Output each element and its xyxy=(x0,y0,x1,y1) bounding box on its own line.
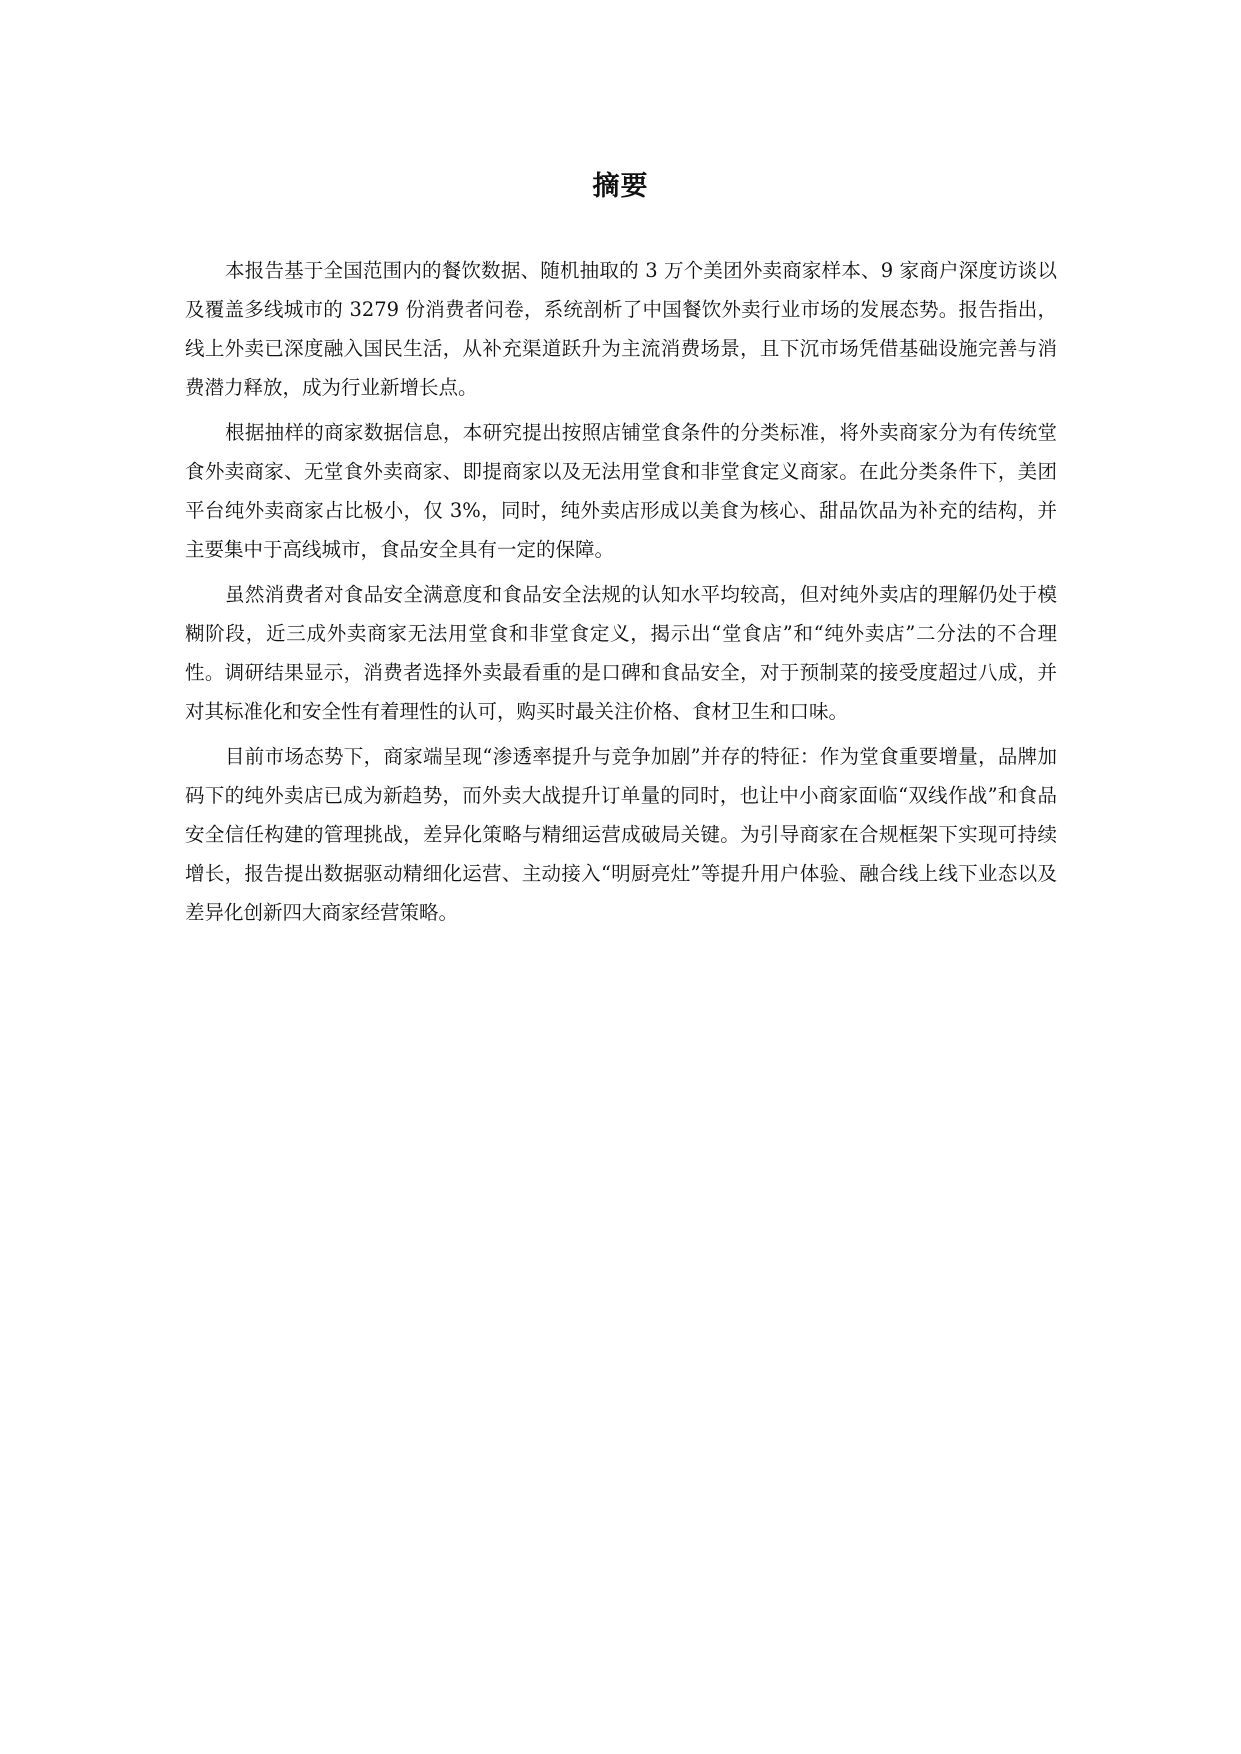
paragraph-2: 根据抽样的商家数据信息，本研究提出按照店铺堂食条件的分类标准，将外卖商家分为有传统堂食外卖商家、无堂食外卖商家、即提商家以及无法用堂食和非堂食定义商家。在此分类条件下，美团平台纯外卖商家占比极小，仅 3%，同时，纯外卖店形成以美食为核心、甜品饮品为补充的结构，并主要集中于高线城市，食品安全具有一定的保障。 xyxy=(185,421,1057,561)
abstract-body xyxy=(185,251,1057,932)
paragraph-4: 目前市场态势下，商家端呈现“渗透率提升与竞争加剧”并存的特征：作为堂食重要增量，品牌加码下的纯外卖店已成为新趋势，而外卖大战提升订单量的同时，也让中小商家面临“双线作战”和食品安全信任构建的管理挑战，差异化策略与精细运营成破局关键。为引导商家在合规框架下实现可持续增长，报告提出数据驱动精细化运营、主动接入“明厨亮灶”等提升用户体验、融合线上线下业态以及差异化创新四大商家经营策略。 xyxy=(185,745,1057,924)
page-title: 摘要 xyxy=(592,171,649,203)
paragraph-3: 虽然消费者对食品安全满意度和食品安全法规的认知水平均较高，但对纯外卖店的理解仍处于模糊阶段，近三成外卖商家无法用堂食和非堂食定义，揭示出“堂食店”和“纯外卖店”二分法的不合理性。调研结果显示，消费者选择外卖最看重的是口碑和食品安全，对于预制菜的接受度超过八成，并对其标准化和安全性有着理性的认可，购买时最关注价格、食材卫生和口味。 xyxy=(185,583,1057,723)
paragraph-1: 本报告基于全国范围内的餐饮数据、随机抽取的 3 万个美团外卖商家样本、9 家商户深度访谈以及覆盖多线城市的 3279 份消费者问卷，系统剖析了中国餐饮外卖行业市场的发展态势。报告指出，线上外卖已深度融入国民生活，从补充渠道跃升为主流消费场景，且下沉市场凭借基础设施完善与消费潜力释放，成为行业新增长点。 xyxy=(185,259,1057,399)
